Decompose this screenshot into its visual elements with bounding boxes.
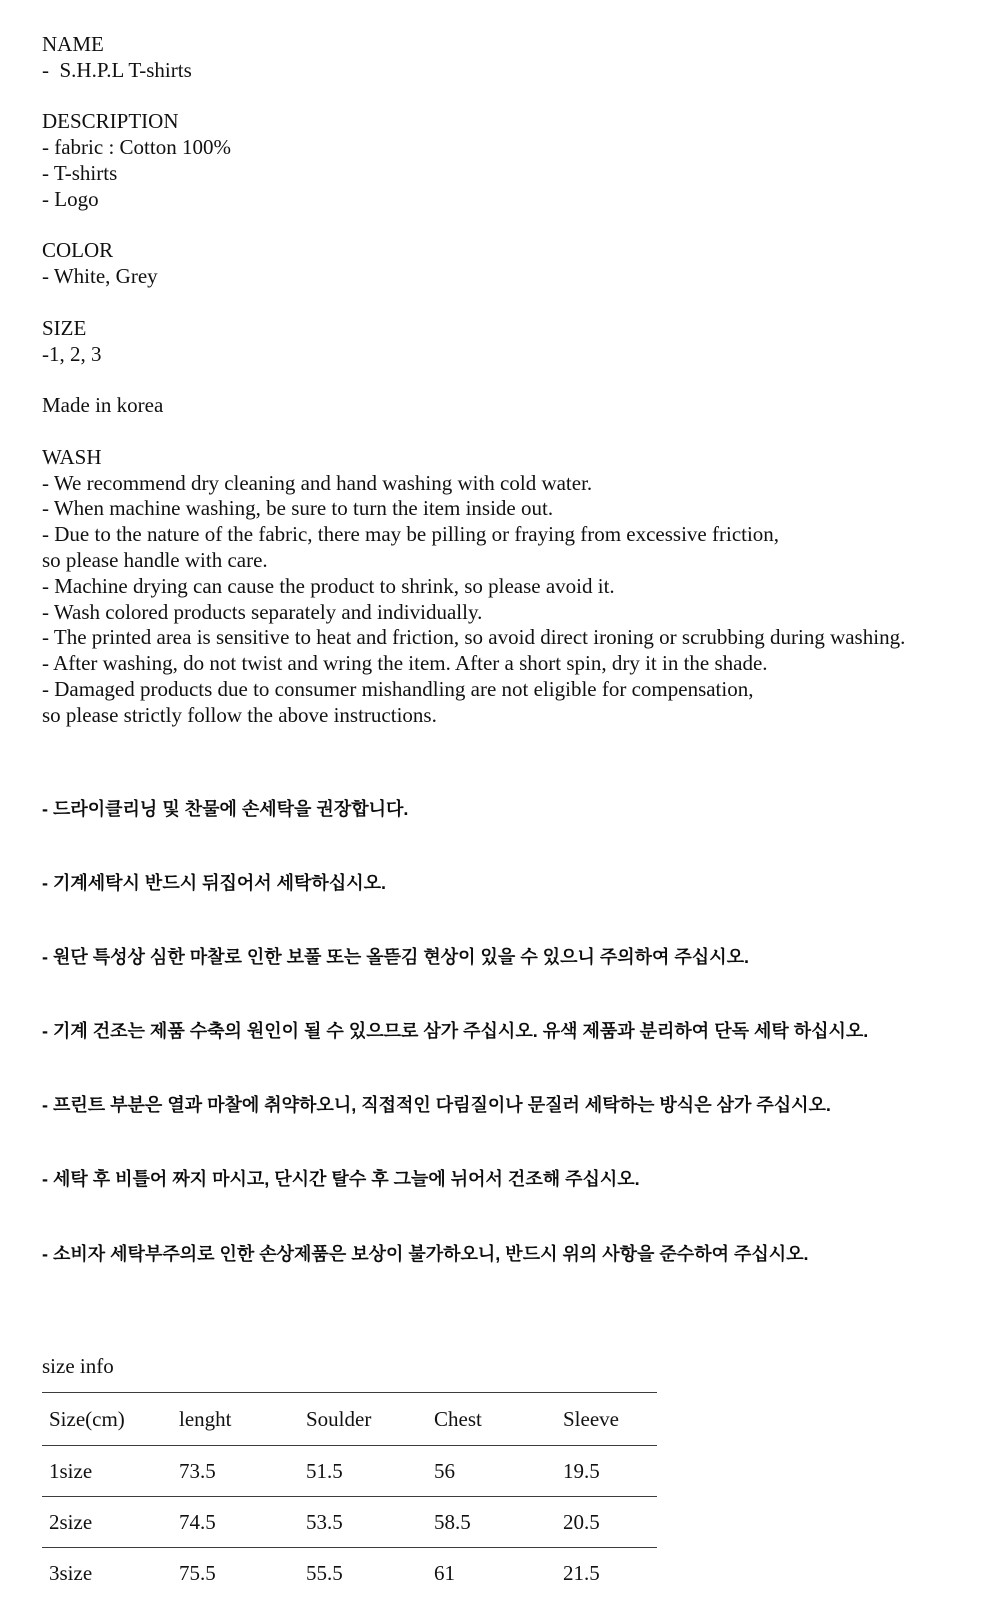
size-table-header-row [42,1393,657,1446]
size-line: -1, 2, 3 [42,341,102,366]
wash-korean-line: - 소비자 세탁부주의로 인한 손상제품은 보상이 불가하오니, 반드시 위의 사항을 준수하여 주십시오. [42,1243,809,1264]
col-header-size: Size(cm) [42,1393,172,1446]
cell-sleeve: 19.5 [556,1446,657,1497]
col-header-sleeve: Sleeve [556,1393,657,1446]
cell-shoulder: 51.5 [299,1446,427,1497]
wash-line: - The printed area is sensitive to heat and friction, so avoid direct ironing or scrubbing during washing. [42,625,906,650]
wash-line: - Wash colored products separately and individually. [42,599,483,624]
section-origin [42,393,960,419]
wash-korean-line: - 드라이클리닝 및 찬물에 손세탁을 권장합니다. [42,798,409,819]
origin-line: Made in korea [42,393,164,418]
color-line: - White, Grey [42,264,158,289]
wash-heading: WASH [42,444,102,469]
cell-shoulder: 53.5 [299,1497,427,1548]
col-header-length: lenght [172,1393,299,1446]
col-header-shoulder: Soulder [299,1393,427,1446]
cell-sleeve: 21.5 [556,1548,657,1598]
cell-length: 73.5 [172,1446,299,1497]
wash-korean-line: - 기계세탁시 반드시 뒤집어서 세탁하십시오. [42,873,386,894]
size-heading: SIZE [42,315,87,340]
description-heading: DESCRIPTION [42,109,179,134]
wash-korean-line: - 프린트 부분은 열과 마찰에 취약하오니, 직접적인 다림질이나 문질러 세탁하는 방식은 삼가 주십시오. [42,1095,831,1116]
color-heading: COLOR [42,238,114,263]
wash-line: - Due to the nature of the fabric, there may be pilling or fraying from excessive friction, [42,522,780,547]
wash-line: so please handle with care. [42,547,268,572]
wash-korean-line: - 세탁 후 비틀어 짜지 마시고, 단시간 탈수 후 그늘에 뉘어서 건조해 주십시오. [42,1169,640,1190]
table-row [42,1548,657,1598]
section-description [42,109,960,212]
table-row [42,1497,657,1548]
section-wash [42,445,960,729]
wash-line: - When machine washing, be sure to turn the item inside out. [42,496,554,521]
wash-korean-line: - 원단 특성상 심한 마찰로 인한 보풀 또는 올뜯김 현상이 있을 수 있으니 주의하여 주십시오. [42,947,749,968]
row-label: 2size [42,1497,172,1548]
size-table [42,1392,657,1598]
wash-line: - We recommend dry cleaning and hand washing with cold water. [42,470,593,495]
col-header-chest: Chest [427,1393,556,1446]
section-size [42,316,960,368]
description-line: - fabric : Cotton 100% [42,135,231,160]
cell-chest: 56 [427,1446,556,1497]
section-name [42,32,960,84]
cell-sleeve: 20.5 [556,1497,657,1548]
wash-line: - After washing, do not twist and wring the item. After a short spin, dry it in the shade. [42,651,768,676]
cell-chest: 61 [427,1548,556,1598]
wash-line: so please strictly follow the above instructions. [42,702,437,727]
wash-korean-line: - 기계 건조는 제품 수축의 원인이 될 수 있으므로 삼가 주십시오. 유색 제품과 분리하여 단독 세탁 하십시오. [42,1021,869,1042]
cell-chest: 58.5 [427,1497,556,1548]
name-line: - S.H.P.L T-shirts [42,57,192,82]
description-line: - Logo [42,186,99,211]
section-color [42,238,960,290]
table-row [42,1446,657,1497]
cell-length: 75.5 [172,1548,299,1598]
wash-line: - Damaged products due to consumer mishandling are not eligible for compensation, [42,676,754,701]
cell-shoulder: 55.5 [299,1548,427,1598]
description-line: - T-shirts [42,160,118,185]
name-heading: NAME [42,32,104,56]
cell-length: 74.5 [172,1497,299,1548]
row-label: 1size [42,1446,172,1497]
wash-line: - Machine drying can cause the product to shrink, so please avoid it. [42,573,615,598]
section-wash-korean [42,748,960,1316]
row-label: 3size [42,1548,172,1598]
size-info-title: size info [42,1353,114,1378]
